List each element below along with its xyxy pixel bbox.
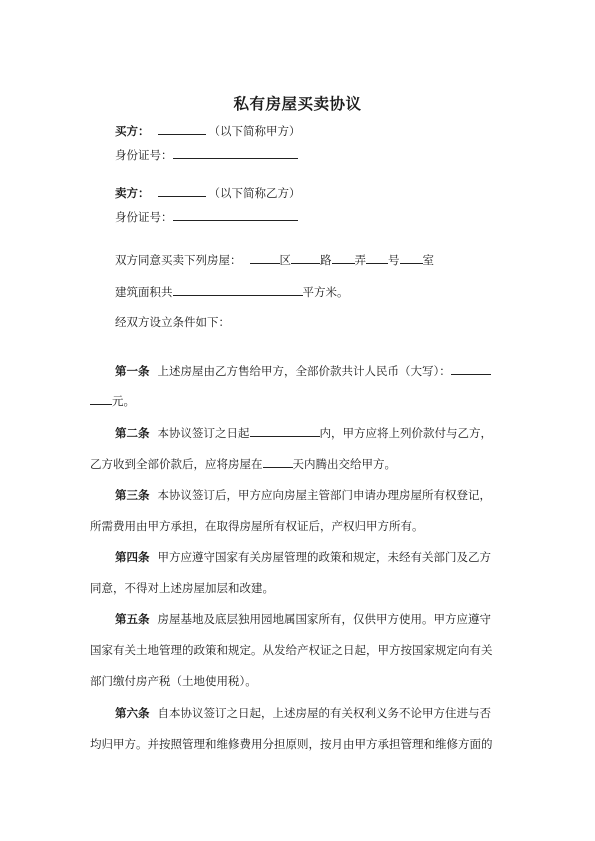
payment-days-blank xyxy=(250,424,320,437)
road-label: 路 xyxy=(320,253,332,267)
price-blank-cont xyxy=(90,392,112,405)
area-label: 建筑面积共 xyxy=(115,285,173,299)
seller-id-line xyxy=(115,208,298,225)
seller-label: 卖方： xyxy=(115,186,150,200)
article-4-line-1 xyxy=(115,549,491,565)
buyer-label: 买方： xyxy=(115,124,150,138)
district-blank xyxy=(250,251,280,264)
seller-line xyxy=(115,184,301,201)
article-4-text-1: 甲方应遵守国家有关房屋管理的政策和规定，未经有关部门及乙方 xyxy=(157,550,491,564)
article-6-text-1: 自本协议签订之日起，上述房屋的有关权利义务不论甲方住进与否 xyxy=(157,706,491,720)
article-3-line-2: 所需费用由甲方承担，在取得房屋所有权证后，产权归甲方所有。 xyxy=(90,519,424,533)
number-blank xyxy=(366,251,388,264)
price-blank xyxy=(451,362,491,375)
article-1-text-end: 元。 xyxy=(112,394,135,408)
buyer-id-line xyxy=(115,146,298,163)
article-3-heading: 第三条 xyxy=(115,488,150,502)
road-blank xyxy=(291,251,320,264)
seller-id-blank xyxy=(173,208,298,221)
house-area-line xyxy=(115,283,349,300)
number-label: 号 xyxy=(388,253,400,267)
article-2-heading: 第二条 xyxy=(115,426,150,440)
article-4-line-2: 同意，不得对上述房屋加层和改建。 xyxy=(90,581,274,595)
article-5-line-1 xyxy=(115,611,491,627)
article-1-text: 上述房屋由乙方售给甲方，全部价款共计人民币（大写）： xyxy=(157,364,451,378)
article-6-line-2: 均归甲方。并按照管理和维修费用分担原则，按月由甲方承担管理和维修方面的 xyxy=(90,737,493,751)
article-5-text-1: 房屋基地及底层独用园地属国家所有，仅供甲方使用。甲方应遵守 xyxy=(157,612,491,626)
seller-note: （以下简称乙方） xyxy=(208,186,301,200)
lane-blank xyxy=(332,251,355,264)
buyer-note: （以下简称甲方） xyxy=(208,124,301,138)
article-3-line-1 xyxy=(115,487,491,503)
buyer-id-label: 身份证号： xyxy=(115,148,173,162)
conditions-line: 经双方设立条件如下： xyxy=(115,315,230,329)
room-blank xyxy=(400,251,423,264)
article-1-line-2 xyxy=(90,392,135,409)
buyer-name-blank xyxy=(158,122,206,135)
house-address-line xyxy=(115,251,434,268)
article-2-text-d: 天内腾出交给甲方。 xyxy=(292,457,396,471)
article-6-heading: 第六条 xyxy=(115,706,150,720)
article-2-text-c: 乙方收到全部价款后，应将房屋在 xyxy=(90,457,263,471)
area-unit: 平方米。 xyxy=(302,285,349,299)
seller-name-blank xyxy=(158,184,206,197)
buyer-id-blank xyxy=(173,146,298,159)
buyer-line xyxy=(115,122,301,139)
article-2-line-1 xyxy=(115,424,492,441)
room-label: 室 xyxy=(422,253,434,267)
house-intro: 双方同意买卖下列房屋： xyxy=(115,253,242,267)
area-blank xyxy=(173,283,303,296)
article-2-text-a: 本协议签订之日起 xyxy=(157,426,250,440)
article-5-heading: 第五条 xyxy=(115,612,150,626)
article-2-line-2 xyxy=(90,455,396,472)
article-4-heading: 第四条 xyxy=(115,550,150,564)
seller-id-label: 身份证号： xyxy=(115,210,173,224)
article-2-text-b: 内，甲方应将上列价款付与乙方， xyxy=(319,426,492,440)
document-title: 私有房屋买卖协议 xyxy=(233,95,362,113)
article-5-line-3: 部门缴付房产税（土地使用税）。 xyxy=(90,674,257,688)
lane-label: 弄 xyxy=(354,253,366,267)
article-1-heading: 第一条 xyxy=(115,364,150,378)
article-5-line-2: 国家有关土地管理的政策和规定。从发给产权证之日起，甲方按国家规定向有关 xyxy=(90,643,493,657)
district-label: 区 xyxy=(279,253,291,267)
vacate-days-blank xyxy=(263,455,293,468)
article-6-line-1 xyxy=(115,705,491,721)
article-1-line-1 xyxy=(115,362,491,379)
article-3-text-1: 本协议签订后，甲方应向房屋主管部门申请办理房屋所有权登记， xyxy=(157,488,491,502)
